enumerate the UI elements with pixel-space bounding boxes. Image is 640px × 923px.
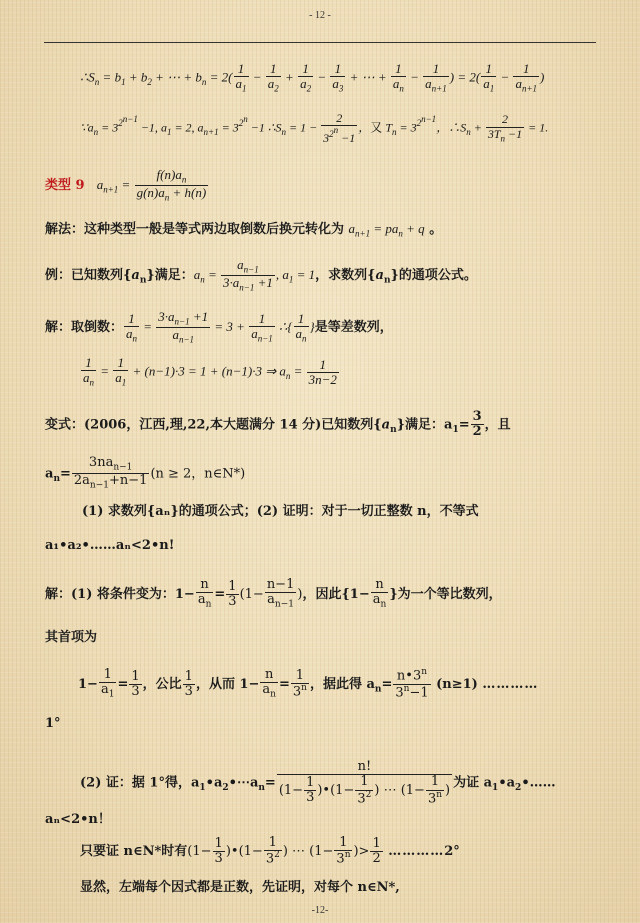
example-line: 例：已知数列$\{a_n\}$满足：$a_n$ = $\frac{a_{n-1}}{3\cdot a_{n-1} +1}$ , $a_1 = 1$，求数列$\{a_n\}$的通项公式。: [45, 257, 477, 294]
solution-line-2: $\frac{1}{a_n}$ = $\frac{1}{a_1}$ + (n−1)·3 = 1 + (n−1)·3 ⇒ $a_n$ = $\frac{1}{3n-2}$: [83, 355, 337, 388]
answer-line-3: 1− $\frac{1}{a_1}$ = $\frac{1}{3}$ ，公比 $\frac{1}{3}$ ，从而 1− $\frac{n}{a_n}$ = $\frac{1}{3^n}$ ，据此得 $a_n=$ $\frac{n•3^n}{3^n-1}$ (n≥1) …………: [78, 667, 539, 701]
solution-line-1: 解：取倒数： $\frac{1}{a_n}$ = $\frac{3\cdot a_{n-1} +1}{a_{n-1}}$ = 3 + $\frac{1}{a_{n-1}}$ ∴{ $\frac{1}{a_n}$ }是等差数列，: [45, 309, 393, 346]
type9-heading: 类型 9 $a_{n+1}$ = $\frac{f(n)a_n}{g(n)a_n + h(n)}$: [45, 167, 207, 204]
variant-line-1: 变式：(2006，江西,理,22,本大题满分 14 分)已知数列$\{a_n\}$满足：$a_1=$ $\frac{3}{2}$ ，且: [45, 409, 511, 440]
answer-line-1: 解：(1) 将条件变为：1− $\frac{n}{a_n}$ = $\frac{1}{3}$ (1− $\frac{n-1}{a_{n-1}}$ )，因此{1− $\frac{n}{a_n}$ }为一个等比数列，: [45, 577, 502, 610]
question-line-1: (1) 求数列{aₙ}的通项公式；(2) 证明：对于一切正整数 n，不等式: [82, 504, 479, 519]
question-line-2: a₁•a₂•……aₙ<2•n!: [45, 538, 175, 553]
proof-line-1: (2) 证：据 1°得，$a_1•a_2•\cdots a_n=$ n! (1− $\frac{1}{3}$ )•(1− $\frac{1}{3^2}$ ) ⋯ (1− $\frac{1}{3^n}$ ) 为证 $a_1•a_2•\dots\dots$: [80, 759, 556, 806]
page-number-top: - 12 -: [309, 10, 331, 21]
answer-line-4: 1°: [45, 716, 61, 731]
sum-line: $\therefore S_n = b_1 + b_2$ + ⋯ + $b_n = 2$( $\frac{1}{a_1}$ − $\frac{1}{a_2}$ + $\frac{1}{a_2}$ − $\frac{1}{a_3}$ + ⋯ + $\frac{1}{a_n}$ − $\frac{1}{a_{n+1}}$ ) = 2( $\frac{1}{a_1}$ − $\frac{1}{a_{n+1}}$ ): [80, 61, 545, 94]
variant-line-2: $a_n=$ $\frac{3na_{n-1}}{2a_{n-1}+n-1}$ (n ≥ 2，n∈N*): [45, 455, 246, 492]
proof-line-3: 只要证 n∈N*时有(1− $\frac{1}{3}$ )•(1− $\frac{1}{3^2}$ ) ⋯ (1− $\frac{1}{3^n}$ )> $\frac{1}{2}$ …………2°: [80, 835, 460, 867]
method-line: 解法：这种类型一般是等式两边取倒数后换元转化为 $a_{n+1} = pa_n + q$ 。: [45, 221, 443, 239]
proof-line-2: aₙ<2•n！: [45, 812, 111, 827]
answer-line-2: 其首项为: [45, 630, 98, 645]
page-number-bottom: -12-: [311, 905, 329, 916]
condition-line: $\because a_n = 3^{2^{n-1}} -1$, $a_1 = 2$, $a_{n+1} = 3^{2^n} -1$ $\therefore S_n = 1$ − $\frac{2}{3^{2^n} -1}$ ，又 $T_n = 3^{2^{n-1}}$，$\therefore S_n$ + $\frac{2}{3T_n -1}$ = 1.: [80, 111, 549, 146]
header-rule: [44, 42, 596, 43]
proof-line-4: 显然，左端每个因式都是正数，先证明，对每个 n∈N*,: [80, 880, 400, 895]
